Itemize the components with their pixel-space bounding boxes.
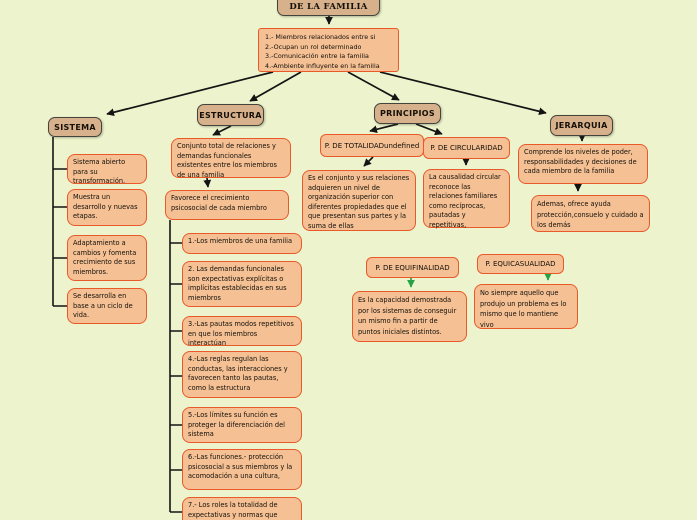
sistema-node[interactable]: SISTEMA [48,117,102,137]
root-node[interactable]: DE LA FAMILIA [277,0,380,16]
definition-line: 2.-Ocupan un rol determinado [265,42,362,51]
sistema-item[interactable]: Adaptamiento a cambios y fomenta crecimiento de sus miembros. [67,235,147,281]
totalidad-node[interactable]: P. DE TOTALIDADundefined [320,134,424,157]
circularidad-node[interactable]: P. DE CIRCULARIDAD [423,137,510,159]
sistema-item[interactable]: Muestra un desarrollo y nuevas etapas. [67,189,147,226]
arrow-definition-to-estructura [250,72,301,101]
definition-line: 1.- Miembros relacionados entre si [265,33,376,41]
estructura-node[interactable]: ESTRUCTURA [197,104,264,126]
arrow-totalidad-to-desc [364,157,373,166]
estructura-item[interactable]: 6.-Las funciones.- protección psicosocial a sus miembros y la acomodación a una cultura, [182,449,302,490]
estructura-benefit[interactable]: Favorece el crecimiento psicosocial de cada miembro [165,190,289,220]
definition-line: 4.-Ambiente influyente en la familia [265,61,380,70]
jerarquia-desc2[interactable]: Ademas, ofrece ayuda protección,consuelo y cuidado a los demás [531,195,650,232]
definition-line: 3.-Comunicación entre la familia [265,52,369,60]
arrow-principios-to-circularidad [416,124,442,134]
estructura-item[interactable]: 5.-Los límites su función es proteger la diferenciación del sistema [182,407,302,443]
totalidad-desc[interactable]: Es el conjunto y sus relaciones adquieren un nivel de organización superior con diferentes propiedades que el que presentan sus partes y la suma de ellas [302,170,416,231]
equifinalidad-desc[interactable]: Es la capacidad demostrada por los sistemas de conseguir un mismo fin a partir de puntos iniciales distintos. [352,291,467,342]
sistema-item[interactable]: Sistema abierto para su transformación. [67,154,147,184]
principios-node[interactable]: PRINCIPIOS [374,103,441,124]
estructura-tree-line [170,220,182,512]
estructura-item[interactable]: 1.-Los miembros de una familia [182,233,302,254]
arrow-definition-to-principios [348,72,399,100]
jerarquia-node[interactable]: JERARQUIA [550,115,613,136]
estructura-item[interactable]: 4.-Las reglas regulan las conductas, las interacciones y favorecen tanto las pautas, como la estructura [182,351,302,398]
jerarquia-desc[interactable]: Comprende los niveles de poder, responsabilidades y decisiones de cada miembro de la familia [518,144,648,184]
family-definition-node[interactable] [258,28,399,72]
estructura-item[interactable]: 3.-Las pautas modos repetitivos en que los miembros interactúan [182,316,302,346]
sistema-item[interactable]: Se desarrolla en base a un ciclo de vida. [67,288,147,324]
arrow-estructura-to-definition [213,126,231,135]
arrow-principios-to-totalidad [370,124,398,131]
estructura-definition[interactable]: Conjunto total de relaciones y demandas funcionales existentes entre los miembros de una familia [171,138,291,178]
estructura-item[interactable]: 2. Las demandas funcionales son expectativas explícitas o implícitas establecidas en sus miembros [182,261,302,307]
sistema-tree-line [53,137,67,306]
estructura-item[interactable]: 7.- Los roles la totalidad de expectativas y normas que [182,497,302,520]
equifinalidad-node[interactable]: P. DE EQUIFINALIDAD [366,257,459,278]
equicasualidad-node[interactable]: P. EQUICASUALIDAD [477,254,564,274]
equicasualidad-desc[interactable]: No siempre aquello que produjo un problema es lo mismo que lo mantiene vivo [474,284,578,329]
circularidad-desc[interactable]: La causalidad circular reconoce las relaciones familiares como recíprocas, pautadas y repetitivas, [423,169,510,228]
